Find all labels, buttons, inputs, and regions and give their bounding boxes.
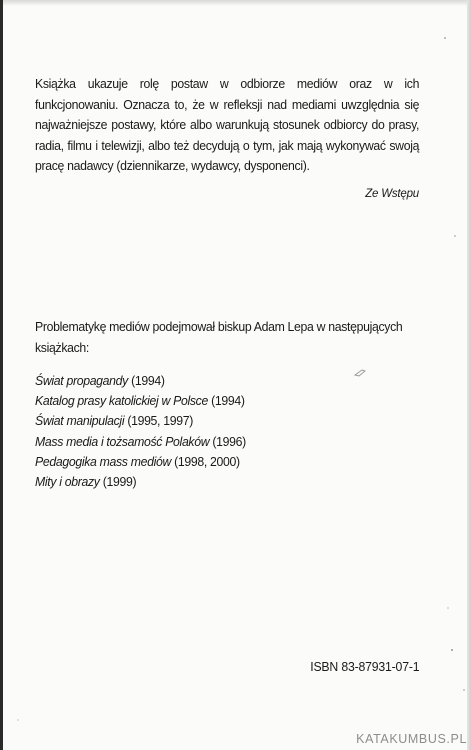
book-years: (1994): [131, 373, 165, 388]
book-title: Pedagogika mass mediów: [35, 453, 172, 469]
book-years: (1999): [102, 474, 137, 490]
book-title: Mity i obrazy: [35, 474, 100, 490]
watermark: KATAKUMBUS.PL: [356, 732, 467, 746]
book-years: (1994): [211, 393, 245, 409]
book-title: Świat manipulacji: [35, 413, 125, 429]
blurb-paragraph: Książka ukazuje rolę postaw w odbiorze mediów oraz w ich funkcjonowaniu. Oznacza to, że w refleksji nad mediami uwzględnia się najważniejsze postawy, które albo warunkują stosunek odbiorcy do prasy, radia, filmu i telewizji, albo też decydują o tym, jak mają wykonywać swoją pracę nadawcy (dziennikarze, wydawcy, dysponenci).: [35, 76, 420, 174]
isbn-number: ISBN 83-87931-07-1: [309, 659, 419, 674]
book-title: Świat propagandy: [35, 373, 128, 388]
blurb-source: Ze Wstępu: [365, 188, 419, 200]
book-title: Mass media i tożsamość Polaków: [35, 433, 210, 449]
book-title: Katalog prasy katolickiej w Polsce: [35, 393, 208, 409]
book-years: (1995, 1997): [127, 413, 193, 429]
book-years: (1996): [212, 433, 246, 449]
book-years: (1998, 2000): [174, 453, 240, 469]
books-intro: Problematykę mediów podejmował biskup Adam Lepa w następujących książkach:: [35, 319, 403, 355]
